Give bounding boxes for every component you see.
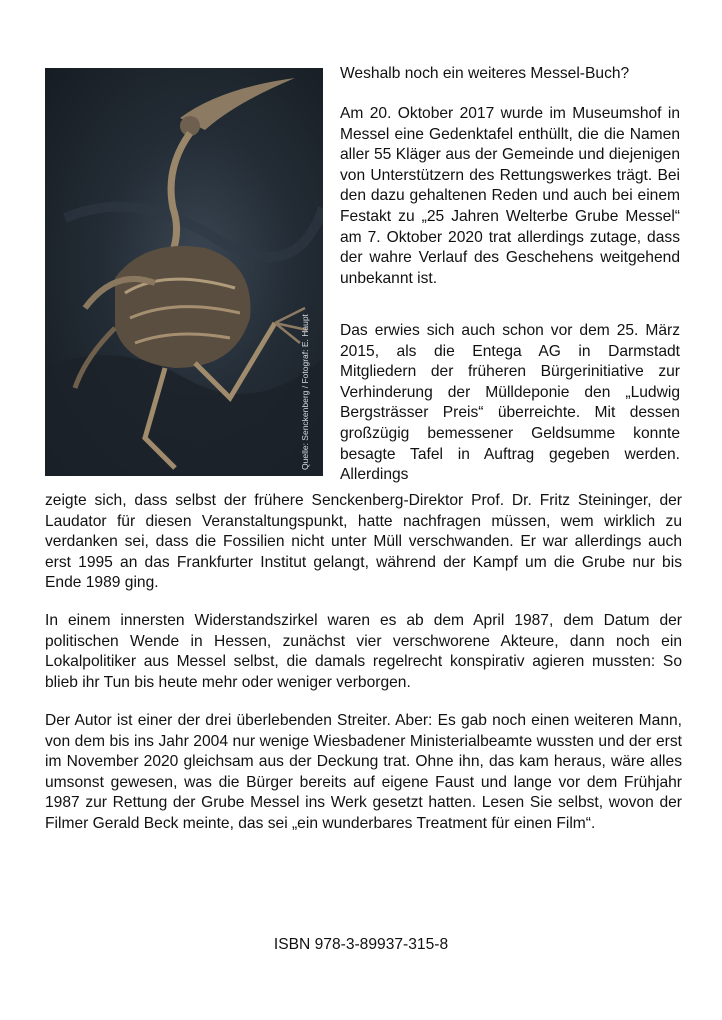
isbn: ISBN 978-3-89937-315-8 <box>273 936 449 953</box>
fossil-bird-icon <box>45 68 323 476</box>
paragraph-3: In einem innersten Widerstandszirkel waren es ab dem April 1987, dem Datum der politischen Wende in Hessen, zunächst vier verschworene Akteure, dann noch ein Lokalpolitiker aus Messel selbst, die damals regelrecht konspirativ agieren mussten: So blieb ihr Tun bis heute mehr oder weniger verborgen. <box>45 612 682 691</box>
fossil-photo <box>45 68 323 476</box>
photo-credit: Quelle: Senckenberg / Fotograf: E. Haupt <box>300 314 310 470</box>
page-title: Weshalb noch ein weiteres Messel-Buch? <box>340 65 630 82</box>
paragraph-4: Der Autor ist einer der drei überlebenden Streiter. Aber: Es gab noch einen weiteren Mann, von dem bis ins Jahr 2004 nur wenige Wiesbadener Ministerialbeamte wussten und der erst im November 2020 gleichsam aus der Deckung trat. Ohne ihn, das kam heraus, wäre alles umsonst gewesen, was die Bürger bereits auf eigene Faust und lange vor dem Frühjahr 1987 zur Rettung der Grube Messel ins Werk gesetzt hatten. Lesen Sie selbst, wovon der Filmer Gerald Beck meinte, das sei „ein wunderbares Treatment für einen Film“. <box>45 712 682 832</box>
paragraph-2-top: Das erwies sich auch schon vor dem 25. März 2015, als die Entega AG in Darmstadt Mitgliedern der früheren Bürgerinitiative zur Verhinderung der Mülldeponie den „Ludwig Bergsträsser Preis“ überreichte. Mit dessen großzügig bemessener Geldsumme konnte besagte Tafel in Auftrag gegeben werden. Allerdings <box>340 322 680 484</box>
paragraph-1: Am 20. Oktober 2017 wurde im Museumshof in Messel eine Gedenktafel enthüllt, die die Namen aller 55 Kläger aus der Gemeinde und diejenigen von Unterstützern des Rettungswerkes trägt. Bei den dazu gehaltenen Reden und auch bei einem Festakt zu „25 Jahren Welterbe Grube Messel“ am 7. Oktober 2020 trat allerdings zutage, dass der wahre Verlauf des Geschehens weitgehend unbekannt ist. <box>340 105 680 287</box>
paragraph-2-bottom: zeigte sich, dass selbst der frühere Senckenberg-Direktor Prof. Dr. Fritz Steininger, der Laudator für diesen Veranstaltungspunkt, hatte nachfragen müssen, wem wirklich zu verdanken sei, dass die Fossilien nicht unter Müll verschwanden. Er war allerdings auch erst 1995 an das Frankfurter Institut gelangt, während der Kampf um die Grube nur bis Ende 1989 ging. <box>45 492 682 592</box>
